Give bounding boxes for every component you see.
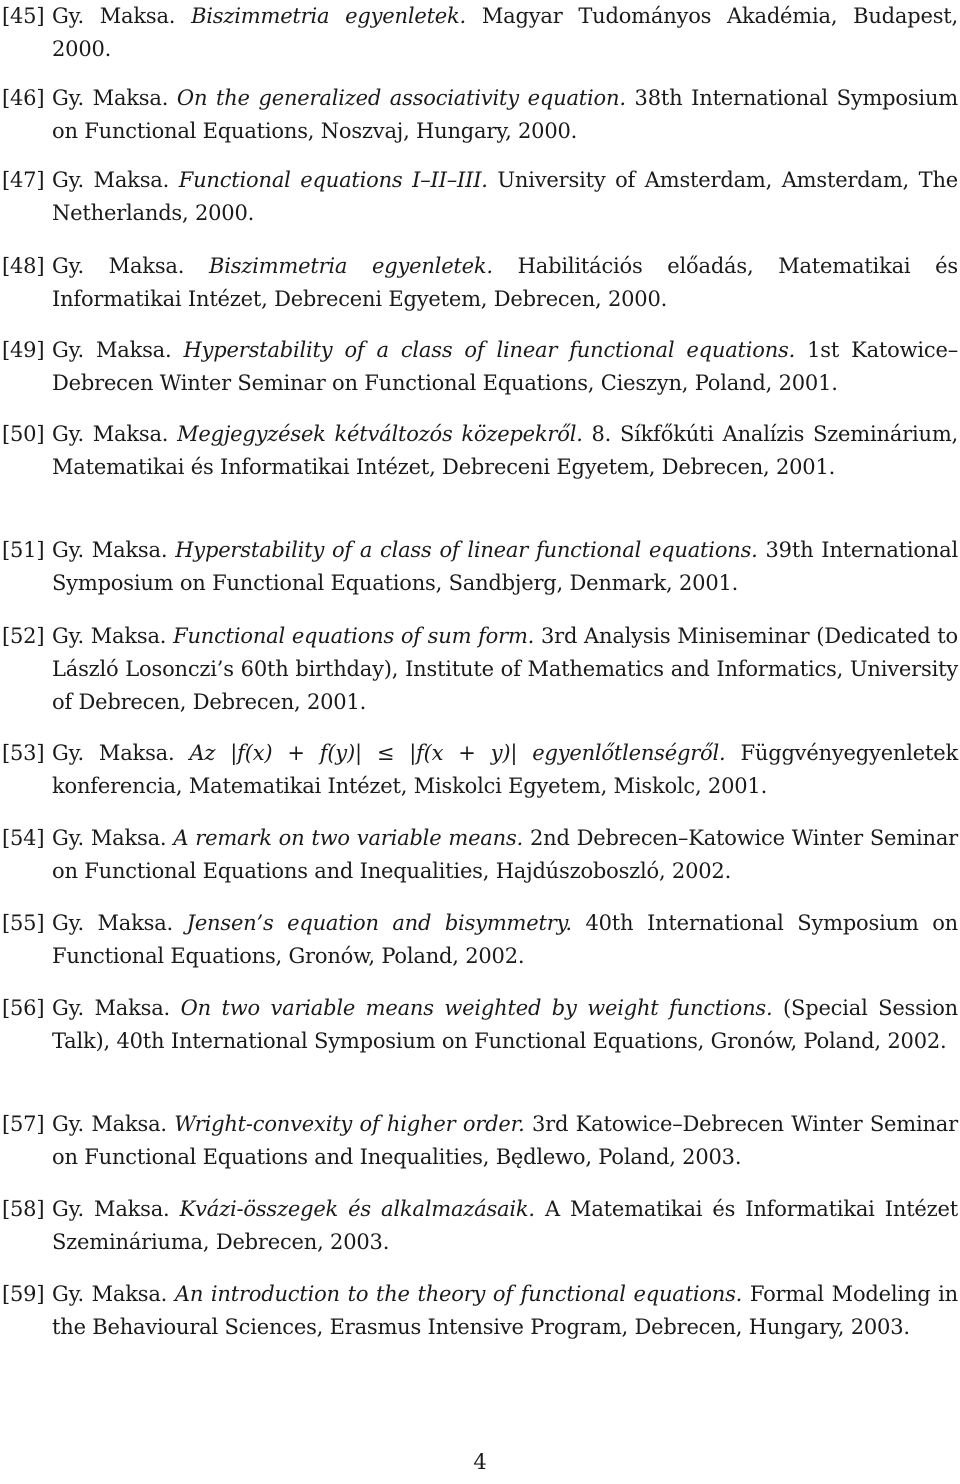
reference-title: Functional equations of sum form. bbox=[173, 624, 535, 648]
reference-body bbox=[52, 907, 958, 973]
reference-author: Gy. Maksa. bbox=[52, 826, 167, 850]
reference-details: 39th International Symposium on Functional Equations, Sandbjerg, Denmark, 2001. bbox=[52, 538, 958, 595]
reference-body bbox=[52, 418, 958, 484]
reference-body bbox=[52, 250, 958, 316]
reference-body bbox=[52, 822, 958, 888]
reference-details: 1st Katowice–Debrecen Winter Seminar on Functional Equations, Cieszyn, Poland, 2001. bbox=[52, 338, 958, 395]
reference-details: 38th International Symposium on Functional Equations, Noszvaj, Hungary, 2000. bbox=[52, 86, 958, 143]
reference-number: [51] bbox=[2, 538, 45, 562]
reference-title: On two variable means weighted by weight functions. bbox=[180, 996, 773, 1020]
reference-author: Gy. Maksa. bbox=[52, 422, 169, 446]
reference-title: Hyperstability of a class of linear functional equations. bbox=[183, 338, 796, 362]
reference-details: Magyar Tudományos Akadémia, Budapest, 2000. bbox=[52, 4, 958, 61]
reference-number: [45] bbox=[2, 4, 45, 28]
reference-number: [54] bbox=[2, 826, 45, 850]
page-number: 4 bbox=[473, 1450, 487, 1474]
reference-body bbox=[52, 534, 958, 600]
reference-details: Habilitációs előadás, Matematikai és Informatikai Intézet, Debreceni Egyetem, Debrecen, 2000. bbox=[52, 254, 958, 311]
reference-body bbox=[52, 1278, 958, 1344]
reference-number: [49] bbox=[2, 338, 45, 362]
reference-title: Biszimmetria egyenletek. bbox=[191, 4, 467, 28]
reference-number: [46] bbox=[2, 86, 45, 110]
reference-title: Az |f(x) + f(y)| ≤ |f(x + y)| egyenlőtlenségről. bbox=[189, 741, 726, 765]
reference-author: Gy. Maksa. bbox=[52, 1112, 167, 1136]
reference-body bbox=[52, 992, 958, 1058]
reference-body bbox=[52, 1193, 958, 1259]
reference-author: Gy. Maksa. bbox=[52, 86, 169, 110]
reference-author: Gy. Maksa. bbox=[52, 741, 175, 765]
reference-author: Gy. Maksa. bbox=[52, 996, 170, 1020]
reference-author: Gy. Maksa. bbox=[52, 911, 174, 935]
reference-author: Gy. Maksa. bbox=[52, 168, 170, 192]
reference-number: [56] bbox=[2, 996, 45, 1020]
reference-details: 8. Síkfőkúti Analízis Szeminárium, Matematikai és Informatikai Intézet, Debreceni Egyetem, Debrecen, 2001. bbox=[52, 422, 959, 479]
reference-title: Kvázi-összegek és alkalmazásaik. bbox=[179, 1197, 535, 1221]
reference-title: A remark on two variable means. bbox=[173, 826, 524, 850]
reference-title: Biszimmetria egyenletek. bbox=[208, 254, 493, 278]
reference-author: Gy. Maksa. bbox=[52, 254, 185, 278]
reference-number: [57] bbox=[2, 1112, 45, 1136]
reference-details: 2nd Debrecen–Katowice Winter Seminar on Functional Equations and Inequalities, Hajdúszoboszló, 2002. bbox=[52, 826, 958, 883]
reference-number: [48] bbox=[2, 254, 45, 278]
reference-title: On the generalized associativity equation. bbox=[176, 86, 626, 110]
reference-details: (Special Session Talk), 40th International Symposium on Functional Equations, Gronów, Poland, 2002. bbox=[52, 996, 958, 1053]
reference-title: An introduction to the theory of functional equations. bbox=[174, 1282, 743, 1306]
reference-author: Gy. Maksa. bbox=[52, 624, 167, 648]
reference-details: Függvényegyenletek konferencia, Matematikai Intézet, Miskolci Egyetem, Miskolc, 2001. bbox=[52, 741, 958, 798]
reference-title: Megjegyzések kétváltozós közepekről. bbox=[177, 422, 583, 446]
reference-number: [50] bbox=[2, 422, 45, 446]
reference-body bbox=[52, 620, 958, 719]
reference-number: [59] bbox=[2, 1282, 45, 1306]
reference-body bbox=[52, 737, 958, 803]
reference-body bbox=[52, 1108, 958, 1174]
reference-details: 40th International Symposium on Functional Equations, Gronów, Poland, 2002. bbox=[52, 911, 958, 968]
reference-body bbox=[52, 0, 958, 66]
reference-number: [55] bbox=[2, 911, 45, 935]
reference-number: [47] bbox=[2, 168, 45, 192]
reference-number: [58] bbox=[2, 1197, 45, 1221]
reference-author: Gy. Maksa. bbox=[52, 1197, 170, 1221]
reference-author: Gy. Maksa. bbox=[52, 1282, 168, 1306]
reference-author: Gy. Maksa. bbox=[52, 338, 172, 362]
reference-details: University of Amsterdam, Amsterdam, The Netherlands, 2000. bbox=[52, 168, 958, 225]
reference-details: A Matematikai és Informatikai Intézet Szemináriuma, Debrecen, 2003. bbox=[52, 1197, 958, 1254]
reference-body bbox=[52, 82, 958, 148]
reference-title: Jensen’s equation and bisymmetry. bbox=[186, 911, 572, 935]
reference-body bbox=[52, 164, 958, 230]
reference-details: 3rd Analysis Miniseminar (Dedicated to László Losonczi’s 60th birthday), Institute of Mathematics and Informatics, University of Debrecen, Debrecen, 2001. bbox=[52, 624, 958, 714]
reference-author: Gy. Maksa. bbox=[52, 4, 176, 28]
reference-title: Hyperstability of a class of linear functional equations. bbox=[175, 538, 758, 562]
reference-title: Functional equations I–II–III. bbox=[178, 168, 488, 192]
reference-number: [52] bbox=[2, 624, 45, 648]
reference-details: Formal Modeling in the Behavioural Sciences, Erasmus Intensive Program, Debrecen, Hungary, 2003. bbox=[52, 1282, 959, 1339]
reference-title: Wright-convexity of higher order. bbox=[174, 1112, 525, 1136]
reference-details: 3rd Katowice–Debrecen Winter Seminar on Functional Equations and Inequalities, Będlewo, Poland, 2003. bbox=[52, 1112, 958, 1169]
reference-number: [53] bbox=[2, 741, 45, 765]
reference-author: Gy. Maksa. bbox=[52, 538, 168, 562]
reference-body bbox=[52, 334, 958, 400]
